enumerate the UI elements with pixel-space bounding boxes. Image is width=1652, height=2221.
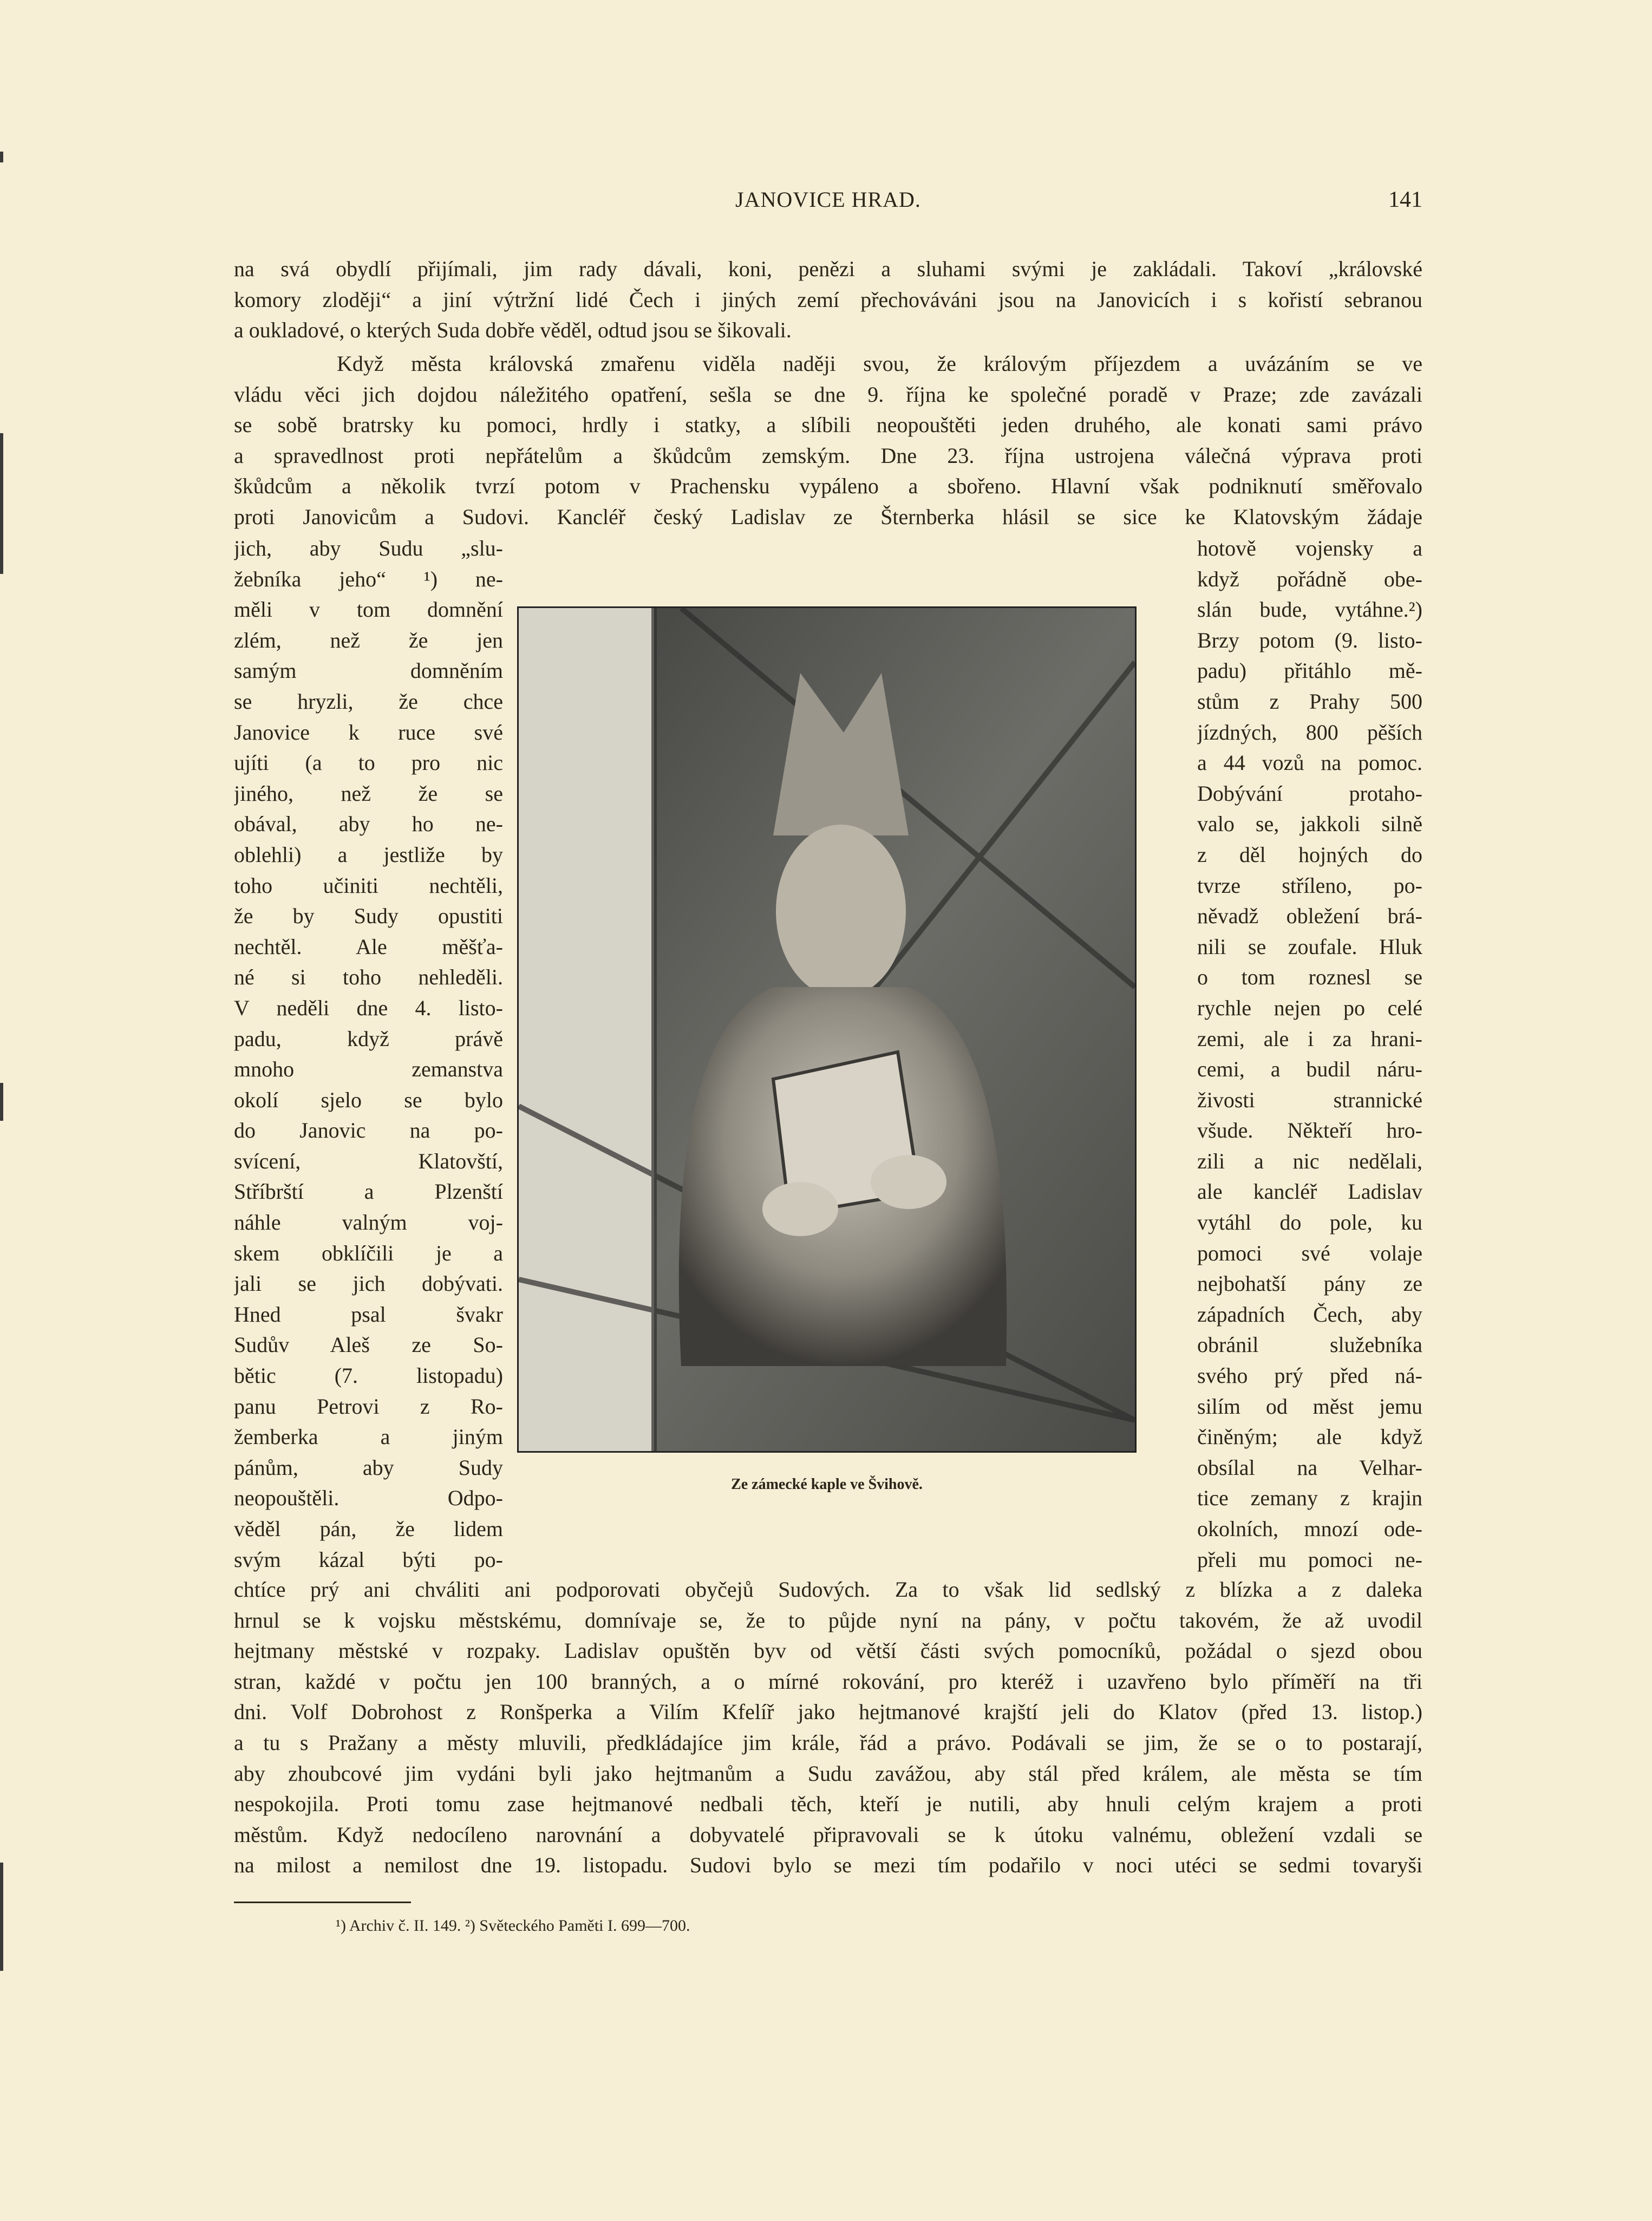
paragraph-second [234,349,1422,533]
text-line: nespokojila. Proti tomu zase hejtmanové nedbali těch, kteří je nutili, aby hnuli celým krajem a proti [234,1792,1422,1817]
page-number: 141 [1388,187,1422,212]
text-line: hotově vojensky a [1197,536,1422,560]
text-line: z děl hojných do [1197,842,1422,867]
figure-photo-bishop-statue [517,606,1137,1453]
text-line: škůdcům a několik tvrzí potom v Prachensku vypáleno a sbořeno. Hlavní však podniknutí směřovalo [234,474,1422,499]
scan-edge-mark [0,1083,3,1121]
text-line: zemi, ale i za hrani- [1197,1026,1422,1051]
text-line: se hryzli, že chce [234,689,503,714]
running-head [234,187,1422,219]
text-line: žemberka a jiným [234,1425,503,1449]
text-line: svícení, Klatovští, [234,1148,503,1173]
figure-caption: Ze zámecké kaple ve Švihově. [731,1476,923,1493]
text-line: svého prý před ná- [1197,1363,1422,1388]
text-line: hejtmany městské v rozpaky. Ladislav opuštěn byv od větší části svých pomocníků, požádal o sjezd obou [234,1638,1422,1663]
text-line: panu Petrovi z Ro- [234,1394,503,1419]
scan-edge-mark [0,152,3,162]
text-line: západních Čech, aby [1197,1302,1422,1327]
text-line: městům. Když nedocíleno narovnání a dobyvatelé připravovali se k útoku valnému, obležení vzdali se [234,1822,1422,1847]
text-line: nechtěl. Ale měšťa- [234,934,503,959]
text-line: né si toho nehleděli. [234,965,503,990]
text-line: jich, aby Sudu „slu- [234,536,503,560]
text-line: komory zloději“ a jiní výtržní lidé Čech i jiných zemí přechováváni jsou na Janovicích i s kořistí sebranou [234,287,1422,312]
text-line: živosti strannické [1197,1087,1422,1112]
text-line: toho učiniti nechtěli, [234,873,503,898]
text-line: vytáhl do pole, ku [1197,1210,1422,1235]
text-line: jiného, než že se [234,781,503,806]
text-line: měli v tom domnění [234,597,503,622]
text-line: silím od měst jemu [1197,1394,1422,1419]
text-line: skem obklíčili je a [234,1240,503,1265]
text-line: chtíce prý ani chváliti ani podporovati obyčejů Sudových. Za to však lid sedlský z blízka a z daleka [234,1577,1422,1602]
photo-illustration [519,608,1135,1451]
text-line: oblehli) a jestliže by [234,842,503,867]
text-line: proti Janovicům a Sudovi. Kancléř český Ladislav ze Šternberka hlásil se sice ke Klatovským žádaje [234,504,1422,529]
text-line: na svá obydlí přijímali, jim rady dávali, koni, penězi a sluhami svými je zakládali. Takoví „královské [234,257,1422,281]
scan-edge-mark [0,1863,3,1971]
text-line: ujíti (a to pro nic [234,750,503,775]
text-line: mnoho zemanstva [234,1057,503,1082]
paragraph-top [234,254,1422,346]
footnote-rule [234,1902,411,1903]
text-line: náhle valným voj- [234,1210,503,1235]
text-line: Dobývání protaho- [1197,781,1422,806]
text-line: a oukladové, o kterých Suda dobře věděl, odtud jsou se šikovali. [234,318,792,343]
text-line: okolí sjelo se bylo [234,1087,503,1112]
text-line: Když města královská zmařenu viděla naději svou, že královým příjezdem a uvázáním se ve [337,351,1422,376]
text-line: ale kancléř Ladislav [1197,1179,1422,1204]
text-line: a 44 vozů na pomoc. [1197,750,1422,775]
text-line: bětic (7. listopadu) [234,1363,503,1388]
text-line: a spravedlnost proti nepřátelům a škůdcům zemským. Dne 23. října ustrojena válečná výprava proti [234,443,1422,468]
left-column-text [234,533,503,1575]
text-line: jízdných, 800 pěších [1197,720,1422,744]
text-line: valo se, jakkoli silně [1197,812,1422,837]
text-line: o tom roznesl se [1197,965,1422,990]
text-line: obsílal na Velhar- [1197,1455,1422,1480]
text-line: pánům, aby Sudy [234,1455,503,1480]
text-line: jali se jich dobývati. [234,1271,503,1296]
text-line: když pořádně obe- [1197,566,1422,591]
text-line: se sobě bratrsky ku pomoci, hrdly i statky, a slíbili neopouštěti jeden druhého, ale konati sami právo [234,413,1422,437]
text-line: V neděli dne 4. listo- [234,995,503,1020]
text-line: obránil služebníka [1197,1332,1422,1357]
text-line: všude. Někteří hro- [1197,1118,1422,1143]
text-line: dni. Volf Dobrohost z Ronšperka a Vilím Kfelíř jako hejtmanové krajští jeli do Klatov (před 13. listop.) [234,1700,1422,1724]
footnotes: ¹) Archiv č. II. 149. ²) Světeckého Paměti I. 699—700. [336,1917,690,1935]
text-line: stran, každé v počtu jen 100 branných, a o mírné rokování, pro kteréž i uzavřeno bylo příměří na tři [234,1669,1422,1694]
text-line: činěným; ale když [1197,1425,1422,1449]
text-line: Brzy potom (9. listo- [1197,628,1422,652]
text-line: a tu s Pražany a městy mluvili, předkládajíce jim krále, řád a právo. Podávali se jim, že se o to postarají, [234,1730,1422,1755]
text-line: slán bude, vytáhne.²) [1197,597,1422,622]
text-line: pomoci své volaje [1197,1240,1422,1265]
text-line: zlém, než že jen [234,628,503,652]
text-line: Hned psal švakr [234,1302,503,1327]
text-line: na milost a nemilost dne 19. listopadu. Sudovi bylo se mezi tím podařilo v noci utéci se sedmi tovaryši [234,1853,1422,1878]
text-line: přeli mu pomoci ne- [1197,1547,1422,1572]
text-line: Sudův Aleš ze So- [234,1332,503,1357]
text-line: okolních, mnozí ode- [1197,1517,1422,1541]
scan-edge-mark [0,433,3,574]
running-title: JANOVICE HRAD. [735,187,921,212]
text-line: vládu věci jich dojdou náležitého opatření, sešla se dne 9. října ke společné poradě v Praze; zde zavázali [234,382,1422,407]
text-line: neopouštěli. Odpo- [234,1486,503,1511]
text-line: žebníka jeho“ ¹) ne- [234,566,503,591]
text-line: do Janovic na po- [234,1118,503,1143]
text-line: cemi, a budil náru- [1197,1057,1422,1082]
paragraph-bottom [234,1575,1422,1881]
text-line: samým domněním [234,658,503,683]
text-line: něvadž obležení brá- [1197,904,1422,929]
text-line: věděl pán, že lidem [234,1517,503,1541]
text-line: tice zemany z krajin [1197,1486,1422,1511]
text-line: aby zhoubcové jim vydáni byli jako hejtmanům a Sudu zavážou, aby stál před králem, ale města se tím [234,1761,1422,1786]
text-line: stům z Prahy 500 [1197,689,1422,714]
text-line: padu) přitáhlo mě- [1197,658,1422,683]
text-line: tvrze stříleno, po- [1197,873,1422,898]
text-line: že by Sudy opustiti [234,904,503,929]
right-column-text [1197,533,1422,1575]
text-line: obával, aby ho ne- [234,812,503,837]
text-line: zili a nic nedělali, [1197,1148,1422,1173]
text-line: padu, když právě [234,1026,503,1051]
text-line: rychle nejen po celé [1197,995,1422,1020]
text-line: nejbohatší pány ze [1197,1271,1422,1296]
text-line: Janovice k ruce své [234,720,503,744]
text-line: hrnul se k vojsku městskému, domnívaje se, že to půjde nyní na pány, v počtu takovém, že až uvodil [234,1608,1422,1632]
text-line: nili se zoufale. Hluk [1197,934,1422,959]
text-line: svým kázal býti po- [234,1547,503,1572]
text-line: Stříbrští a Plzenští [234,1179,503,1204]
